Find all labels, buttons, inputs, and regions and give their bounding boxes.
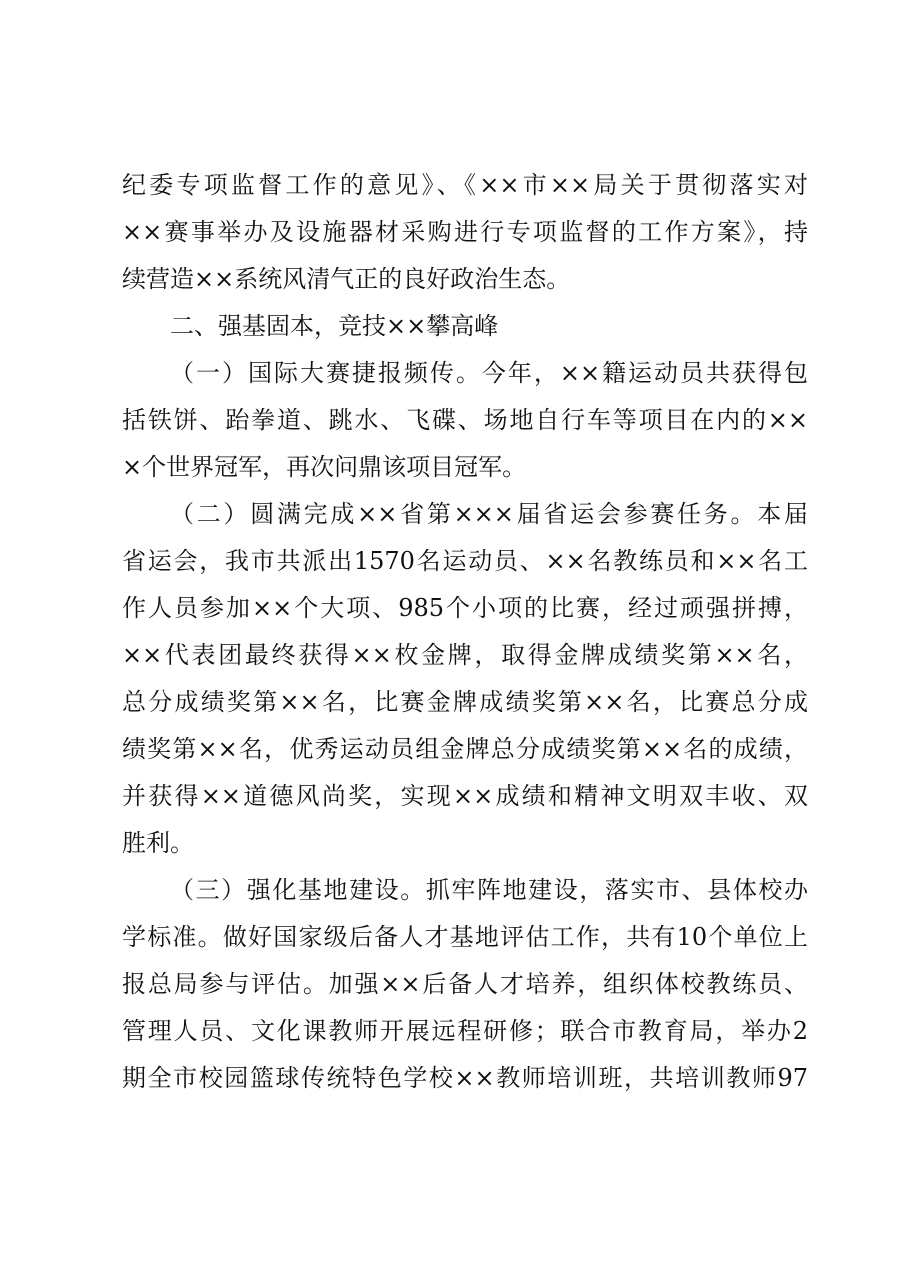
text-line: 学标准。做好国家级后备人才基地评估工作，共有10个单位上 — [122, 923, 808, 951]
text-line: ×个世界冠军，再次问鼎该项目冠军。 — [122, 453, 527, 481]
text-line: ××代表团最终获得××枚金牌，取得金牌成绩奖第××名， — [122, 641, 808, 669]
text-line: 纪委专项监督工作的意见》、《××市××局关于贯彻落实对 — [122, 171, 808, 199]
text-line: ××赛事举办及设施器材采购进行专项监督的工作方案》，持 — [122, 218, 808, 246]
text-line: 期全市校园篮球传统特色学校××教师培训班，共培训教师97 — [122, 1064, 808, 1092]
text-line: 绩奖第××名，优秀运动员组金牌总分成绩奖第××名的成绩， — [122, 735, 808, 763]
text-line: （一）国际大赛捷报频传。今年，××籍运动员共获得包 — [170, 359, 808, 387]
text-line: 管理人员、文化课教师开展远程研修；联合市教育局，举办2 — [122, 1017, 808, 1045]
section-heading: 二、强基固本，竞技××攀高峰 — [170, 312, 499, 340]
text-line: 胜利。 — [122, 829, 194, 857]
text-line: （三）强化基地建设。抓牢阵地建设，落实市、县体校办 — [170, 876, 808, 904]
text-line: 作人员参加××个大项、985个小项的比赛，经过顽强拼搏， — [122, 594, 808, 622]
text-line: 总分成绩奖第××名，比赛金牌成绩奖第××名，比赛总分成 — [122, 688, 808, 716]
text-line: 括铁饼、跆拳道、跳水、飞碟、场地自行车等项目在内的×× — [122, 406, 808, 434]
text-line: 报总局参与评估。加强××后备人才培养，组织体校教练员、 — [122, 970, 808, 998]
text-line: 续营造××系统风清气正的良好政治生态。 — [122, 265, 571, 293]
document-body — [122, 162, 808, 1102]
text-line: 并获得××道德风尚奖，实现××成绩和精神文明双丰收、双 — [122, 782, 808, 810]
text-line: （二）圆满完成××省第×××届省运会参赛任务。本届 — [170, 500, 808, 528]
text-line: 省运会，我市共派出1570名运动员、××名教练员和××名工 — [122, 547, 808, 575]
